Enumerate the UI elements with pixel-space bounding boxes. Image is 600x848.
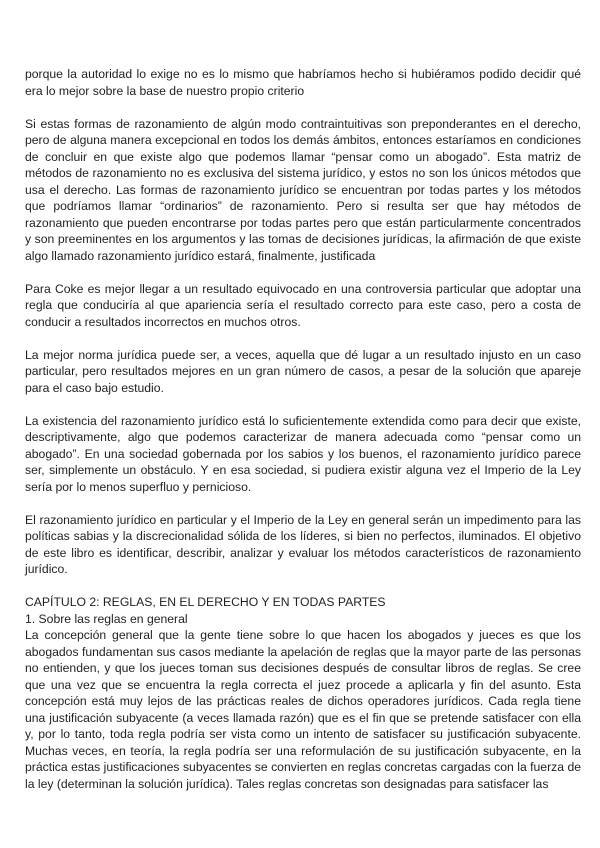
- paragraph-rules-general: La concepción general que la gente tiene sobre lo que hacen los abogados y jueces es que los abogados fundamentan sus casos mediante la apelación de reglas que la mayor parte de las personas no entienden, y que los jueces toman sus decisiones después de consultar libros de reglas. Se cree que una vez que se encuentra la regla correcta el juez procede a aplicarla y fin del asunto. Esta concepción está muy lejos de las prácticas reales de dichos operadores jurídicos. Cada regla tiene una justificación subyacente (a veces llamada razón) que es el fin que se pretende satisfacer con ella y, por lo tanto, toda regla podría ser vista como un intento de satisfacer su justificación subyacente. Muchas veces, en teoría, la regla podría ser una reformulación de su justificación subyacente, en la práctica estas justificaciones subyacentes se convierten en reglas concretas cargadas con la fuerza de la ley (determinan la solución jurídica). Tales reglas concretas son designadas para satisfacer las: [25, 628, 581, 791]
- document-page: [25, 66, 581, 792]
- paragraph-authority: porque la autoridad lo exige no es lo mismo que habríamos hecho si hubiéramos podido decidir qué era lo mejor sobre la base de nuestro propio criterio: [25, 67, 581, 98]
- paragraph-book-objective: El razonamiento jurídico en particular y el Imperio de la Ley en general serán un impedimento para las políticas sabias y la discrecionalidad sólida de los líderes, si bien no perfectos, iluminados. El objetivo de este libro es identificar, describir, analizar y evaluar los métodos característicos de razonamiento jurídico.: [25, 512, 581, 576]
- chapter-heading: CAPÍTULO 2: REGLAS, EN EL DERECHO Y EN TODAS PARTES: [25, 595, 386, 609]
- section-heading: 1. Sobre las reglas en general: [25, 611, 188, 626]
- paragraph-best-norm: La mejor norma jurídica puede ser, a veces, aquella que dé lugar a un resultado injusto en un caso particular, pero resultados mejores en un gran número de casos, a pesar de la solución que apareje para el caso bajo estudio.: [25, 347, 581, 395]
- paragraph-think-like-lawyer: Si estas formas de razonamiento de algún modo contraintuitivas son preponderantes en el derecho, pero de alguna manera excepcional en todos los demás ámbitos, entonces estaríamos en condiciones de concluir en que existe algo que podemos llamar “pensar como un abogado”. Esta matriz de métodos de razonamiento no es exclusiva del sistema jurídico, y estos no son los únicos métodos que usa el derecho. Las formas de razonamiento jurídico se encuentran por todas partes y los métodos que podríamos llamar “ordinarios” de razonamiento. Pero si resulta ser que hay métodos de razonamiento que pueden encontrarse por todas partes pero que están particularmente concentrados y son preeminentes en los argumentos y las tomas de decisiones jurídicas, la afirmación de que existe algo llamado razonamiento jurídico estará, finalmente, justificada: [25, 116, 581, 263]
- paragraph-existence: La existencia del razonamiento jurídico está lo suficientemente extendida como para decir que existe, descriptivamente, algo que podemos caracterizar de manera adecuada como “pensar como un abogado”. En una sociedad gobernada por los sabios y los buenos, el razonamiento jurídico parece ser, simplemente un obstáculo. Y en esa sociedad, si pudiera existir alguna vez el Imperio de la Ley sería por lo menos superfluo y pernicioso.: [25, 413, 581, 494]
- paragraph-coke: Para Coke es mejor llegar a un resultado equivocado en una controversia particular que adoptar una regla que conduciría al que apariencia sería el resultado correcto para este caso, pero a costa de conducir a resultados incorrectos en muchos otros.: [25, 281, 581, 329]
